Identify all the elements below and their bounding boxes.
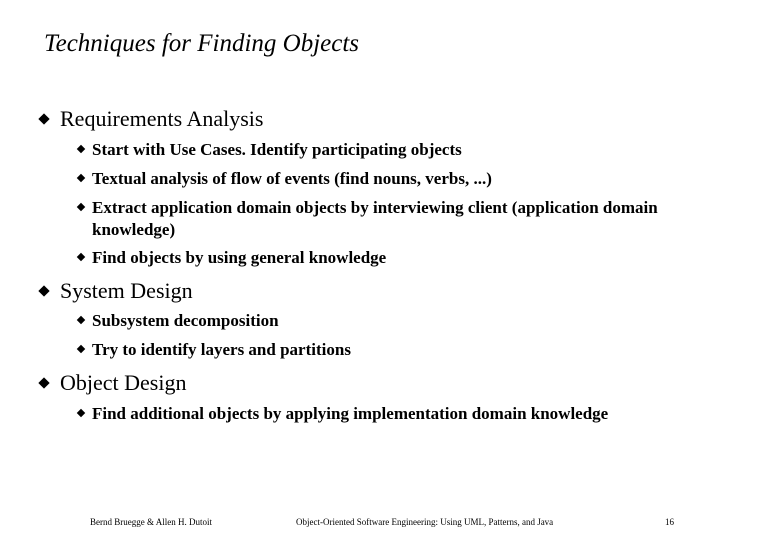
list-item-text: Start with Use Cases. Identify participating objects <box>92 140 462 159</box>
bullet-icon <box>77 203 85 211</box>
list-item <box>78 339 718 361</box>
footer-page-number: 16 <box>665 517 674 527</box>
slide-title: Techniques for Finding Objects <box>44 30 360 57</box>
list-item-text: Find additional objects by applying implementation domain knowledge <box>92 404 609 423</box>
list-item-text: Find objects by using general knowledge <box>92 248 387 267</box>
list-item <box>78 197 718 241</box>
list-item-text: Try to identify layers and partitions <box>92 340 351 359</box>
footer-authors: Bernd Bruegge & Allen H. Dutoit <box>90 517 212 527</box>
list-item <box>78 139 718 161</box>
diamond-bullet-icon <box>38 113 49 124</box>
list-item <box>78 168 718 190</box>
list-item <box>78 247 718 269</box>
bullet-icon <box>77 145 85 153</box>
diamond-bullet-icon <box>38 377 49 388</box>
footer-book-title: Object-Oriented Software Engineering: Using UML, Patterns, and Java <box>296 517 554 527</box>
list-item-text: Textual analysis of flow of events (find nouns, verbs, ...) <box>92 169 492 188</box>
section-heading: Object Design <box>60 370 187 395</box>
list-item <box>78 310 718 332</box>
list-item <box>78 403 718 425</box>
bullet-icon <box>77 253 85 261</box>
bullet-icon <box>77 345 85 353</box>
diamond-bullet-icon <box>38 285 49 296</box>
list-item-text: Subsystem decomposition <box>92 311 279 330</box>
bullet-icon <box>77 409 85 417</box>
bullet-icon <box>77 174 85 182</box>
list-item-text: Extract application domain objects by interviewing client (application domain knowledge) <box>92 198 658 239</box>
section-heading: Requirements Analysis <box>60 106 264 131</box>
bullet-icon <box>77 316 85 324</box>
section-heading: System Design <box>60 278 193 303</box>
